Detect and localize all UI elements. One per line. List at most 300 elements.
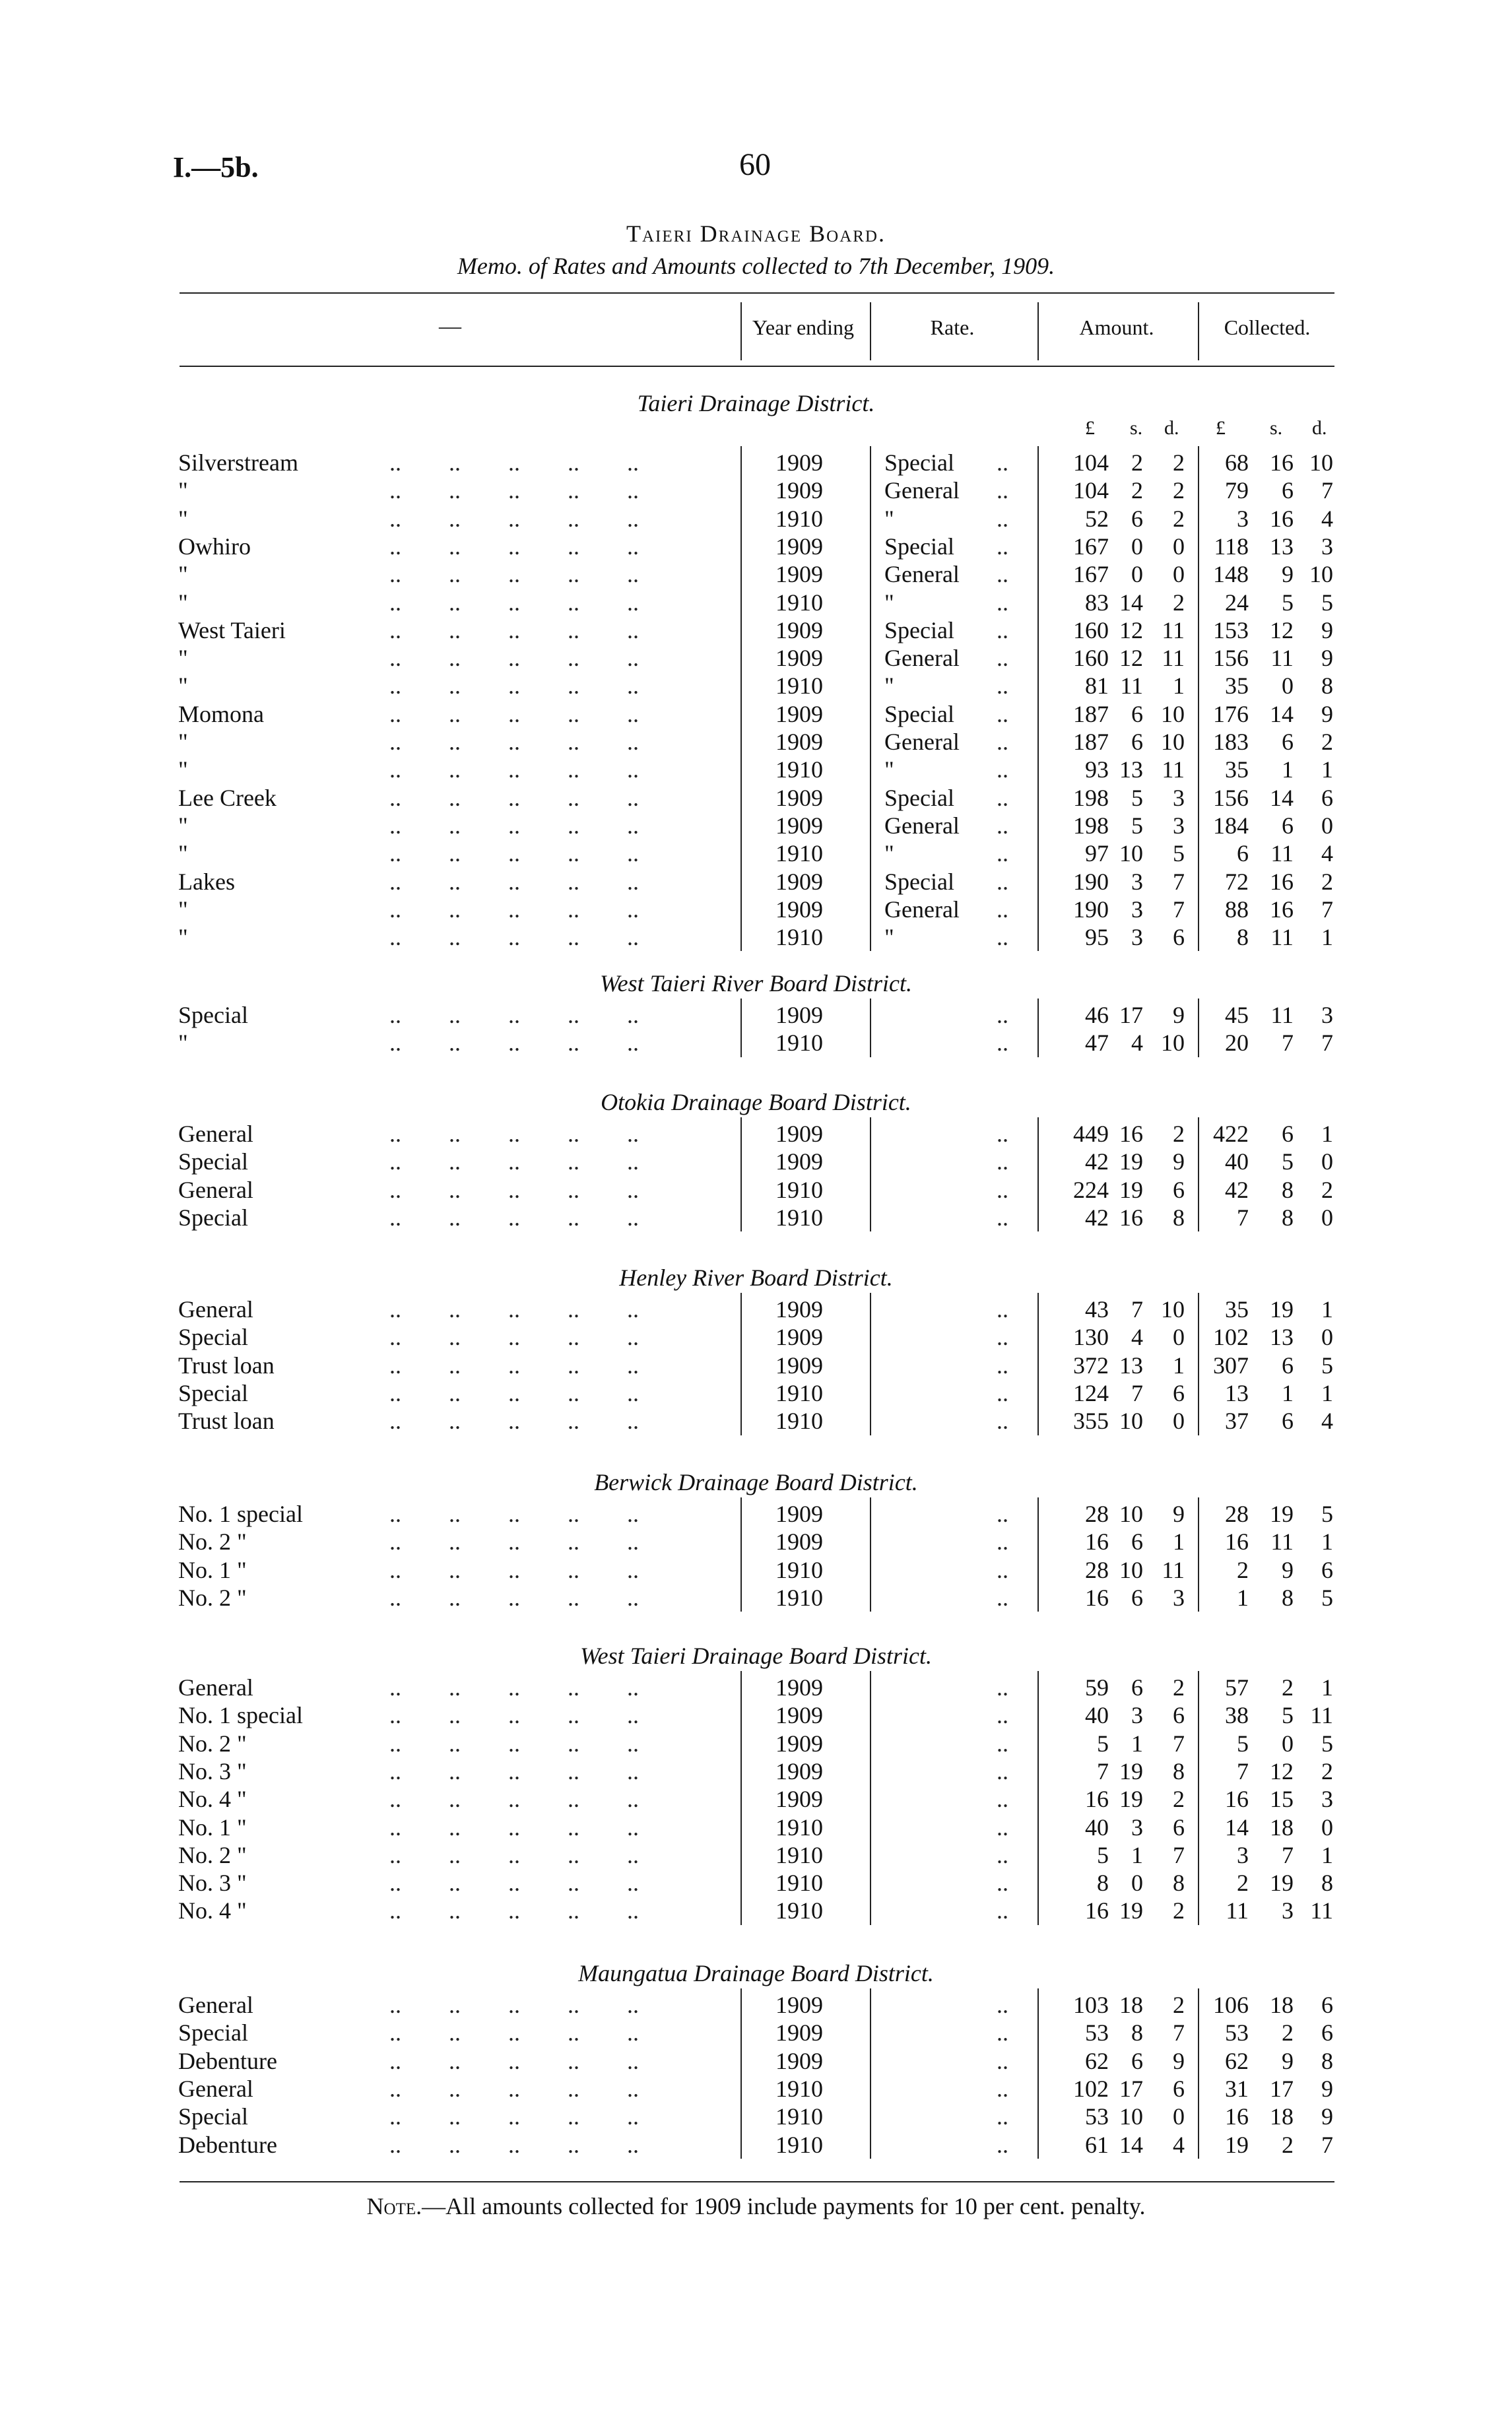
rate-dots: .. (997, 1584, 1008, 1611)
row-rate: General (884, 729, 960, 755)
table-row (0, 2103, 1512, 2130)
amount-shillings: 19 (1119, 1176, 1143, 1203)
amount-pence: 9 (1173, 2047, 1185, 2074)
amount-pence: 2 (1173, 477, 1185, 504)
collected-pence: 0 (1321, 1148, 1333, 1175)
amount-shillings: 12 (1119, 645, 1143, 672)
amount-pounds: 16 (1085, 1584, 1109, 1611)
amount-pounds: 47 (1085, 1030, 1109, 1057)
collected-pounds: 153 (1213, 616, 1249, 643)
amount-pence: 10 (1161, 700, 1185, 727)
row-rate: Special (884, 449, 954, 476)
amount-shillings: 6 (1131, 1584, 1143, 1611)
table-row (0, 589, 1512, 616)
collected-pence: 7 (1321, 477, 1333, 504)
rate-dots: .. (997, 1841, 1008, 1868)
collected-pounds: 37 (1225, 1408, 1249, 1435)
leader-dots: .. .. .. .. .. (389, 589, 639, 616)
collected-pence: 9 (1321, 2075, 1333, 2102)
row-name: General (178, 1176, 253, 1203)
amount-pounds: 449 (1073, 1121, 1109, 1147)
collected-pence: 2 (1321, 729, 1333, 755)
row-name: " (178, 477, 188, 504)
row-name: Lakes (178, 868, 235, 895)
amount-pence: 11 (1162, 756, 1185, 783)
row-rate: " (884, 672, 894, 700)
amount-shillings: 19 (1119, 1897, 1143, 1924)
collected-pounds: 53 (1225, 2019, 1249, 2047)
row-year: 1909 (775, 616, 823, 643)
row-name: Special (178, 1204, 248, 1231)
column-rule (870, 1293, 871, 1435)
rate-dots: .. (997, 1702, 1008, 1729)
leader-dots: .. .. .. .. .. (389, 1379, 639, 1406)
amount-pounds: 28 (1085, 1556, 1109, 1583)
collected-pounds: 2 (1237, 1870, 1249, 1897)
collected-pence: 1 (1321, 1674, 1333, 1701)
amount-shillings: 4 (1131, 1324, 1143, 1351)
collected-pence: 4 (1321, 1408, 1333, 1435)
row-name: No. 2 " (178, 1584, 247, 1611)
collected-pounds: 102 (1213, 1324, 1249, 1351)
column-rule (740, 1293, 742, 1435)
row-name: General (178, 2075, 253, 2102)
leader-dots: .. .. .. .. .. (389, 1897, 639, 1924)
rate-dots: .. (997, 812, 1008, 839)
amount-pounds: 62 (1085, 2047, 1109, 2074)
section-title: Berwick Drainage Board District. (594, 1469, 918, 1495)
leader-dots: .. .. .. .. .. (389, 812, 639, 839)
rate-dots: .. (997, 2103, 1008, 2130)
amount-shillings: 10 (1119, 2103, 1143, 2130)
collected-pounds: 183 (1213, 729, 1249, 755)
collected-pence: 1 (1321, 1379, 1333, 1406)
collected-shillings: 0 (1282, 1730, 1294, 1757)
table-row (0, 1814, 1512, 1841)
collected-pounds: 24 (1225, 589, 1249, 616)
section-title: Otokia Drainage Board District. (601, 1089, 911, 1115)
collected-shillings: 16 (1270, 896, 1294, 923)
amount-pounds: 198 (1073, 812, 1109, 839)
rate-dots: .. (997, 868, 1008, 895)
collected-shillings: 19 (1270, 1501, 1294, 1527)
collected-shillings: 6 (1282, 1408, 1294, 1435)
column-rule (870, 999, 871, 1057)
column-rule (740, 1497, 742, 1612)
row-name: No. 4 " (178, 1897, 247, 1924)
leader-dots: .. .. .. .. .. (389, 672, 639, 700)
collected-pence: 5 (1321, 1501, 1333, 1527)
column-rule (1198, 999, 1199, 1057)
amount-shillings: 6 (1131, 2047, 1143, 2074)
row-year: 1909 (775, 1992, 823, 2018)
leader-dots: .. .. .. .. .. (389, 616, 639, 643)
column-rule (740, 1117, 742, 1231)
collected-shillings: 15 (1270, 1786, 1294, 1813)
page-number: 60 (739, 147, 771, 182)
amount-pounds: 187 (1073, 700, 1109, 727)
table-row (0, 449, 1512, 476)
row-rate: " (884, 505, 894, 532)
row-name: Trust loan (178, 1352, 275, 1379)
collected-pounds: 106 (1213, 1992, 1249, 2018)
leader-dots: .. .. .. .. .. (389, 1841, 639, 1868)
amount-pounds: 40 (1085, 1702, 1109, 1729)
leader-dots: .. .. .. .. .. (389, 1528, 639, 1556)
column-amount-header: Amount. (1079, 315, 1154, 339)
table-row (0, 560, 1512, 588)
collected-pence: 0 (1321, 1324, 1333, 1351)
rate-dots: .. (997, 449, 1008, 476)
row-rate: " (884, 840, 894, 867)
column-rule (1037, 1293, 1039, 1435)
row-name: Trust loan (178, 1408, 275, 1435)
rate-dots: .. (997, 561, 1008, 588)
collected-shillings: 9 (1282, 2047, 1294, 2074)
collected-pounds: 5 (1237, 1730, 1249, 1757)
collected-shillings: 17 (1270, 2075, 1294, 2102)
column-rule (1198, 1497, 1199, 1612)
table-row (0, 728, 1512, 756)
leader-dots: .. .. .. .. .. (389, 1408, 639, 1435)
amount-pence: 4 (1173, 2131, 1185, 2158)
column-rule (1198, 1117, 1199, 1231)
rate-dots: .. (997, 1352, 1008, 1379)
amount-pence: 10 (1161, 1296, 1185, 1323)
rate-dots: .. (997, 1757, 1008, 1785)
table-row (0, 1991, 1512, 2019)
leader-dots: .. .. .. .. .. (389, 2047, 639, 2074)
collected-shillings: 14 (1270, 784, 1294, 811)
amount-pounds: 160 (1073, 616, 1109, 643)
amount-pounds: 43 (1085, 1296, 1109, 1323)
table-row (0, 1528, 1512, 1556)
rate-dots: .. (997, 2075, 1008, 2102)
table-row (0, 1556, 1512, 1584)
row-year: 1909 (775, 449, 823, 476)
leader-dots: .. .. .. .. .. (389, 868, 639, 895)
amount-pounds: 28 (1085, 1501, 1109, 1527)
amount-pence: 2 (1173, 1674, 1185, 1701)
column-rule (1037, 446, 1039, 951)
rate-dots: .. (997, 2131, 1008, 2158)
row-year: 1910 (775, 1408, 823, 1435)
leader-dots: .. .. .. .. .. (389, 1176, 639, 1203)
collected-pence: 5 (1321, 1730, 1333, 1757)
column-rule (1037, 1671, 1039, 1925)
amount-pence: 10 (1161, 1030, 1185, 1057)
amount-pence: 8 (1173, 1204, 1185, 1231)
row-year: 1910 (775, 756, 823, 783)
amount-pence: 2 (1173, 1786, 1185, 1813)
collected-pence: 10 (1309, 561, 1333, 588)
table-row (0, 756, 1512, 783)
header-column-rule (1198, 302, 1199, 360)
table-row (0, 1841, 1512, 1869)
table-row (0, 1001, 1512, 1029)
rate-dots: .. (997, 1897, 1008, 1924)
table-row (0, 2075, 1512, 2103)
amount-shillings: 3 (1131, 868, 1143, 895)
row-year: 1909 (775, 1002, 823, 1028)
row-name: " (178, 505, 188, 532)
table-row (0, 1204, 1512, 1231)
leader-dots: .. .. .. .. .. (389, 700, 639, 727)
table-row (0, 1323, 1512, 1351)
leader-dots: .. .. .. .. .. (389, 645, 639, 672)
column-rule (1037, 1988, 1039, 2159)
section-title: West Taieri River Board District. (599, 970, 912, 997)
collected-pence: 6 (1321, 2019, 1333, 2047)
amount-pence: 0 (1173, 2103, 1185, 2130)
collected-shillings: 6 (1282, 1352, 1294, 1379)
row-rate: Special (884, 700, 954, 727)
rate-dots: .. (997, 645, 1008, 672)
rate-dots: .. (997, 1408, 1008, 1435)
row-name: Debenture (178, 2047, 277, 2074)
row-year: 1910 (775, 2075, 823, 2102)
row-year: 1909 (775, 1702, 823, 1729)
collected-shillings: 6 (1282, 729, 1294, 755)
amount-pounds: 16 (1085, 1528, 1109, 1556)
row-name: Lee Creek (178, 784, 277, 811)
collected-pence: 9 (1321, 2103, 1333, 2130)
row-name: Special (178, 1379, 248, 1406)
amount-pence: 1 (1173, 1528, 1185, 1556)
leader-dots: .. .. .. .. .. (389, 1730, 639, 1757)
collected-pounds: 3 (1237, 505, 1249, 532)
leader-dots: .. .. .. .. .. (389, 1702, 639, 1729)
collected-pounds: 1 (1237, 1584, 1249, 1611)
row-year: 1910 (775, 1556, 823, 1583)
amount-pounds: 53 (1085, 2019, 1109, 2047)
amount-shillings: 4 (1131, 1030, 1143, 1057)
table-row (0, 1785, 1512, 1813)
row-name: No. 1 special (178, 1702, 303, 1729)
collected-shillings: 2 (1282, 2019, 1294, 2047)
collected-shillings: 1 (1282, 756, 1294, 783)
table-row (0, 1120, 1512, 1148)
row-year: 1909 (775, 561, 823, 588)
amount-shillings: 3 (1131, 896, 1143, 923)
row-rate: General (884, 812, 960, 839)
amount-shillings: 19 (1119, 1148, 1143, 1175)
unit-amount-pence: d. (1164, 417, 1179, 439)
amount-pence: 7 (1173, 2019, 1185, 2047)
leader-dots: .. .. .. .. .. (389, 1786, 639, 1813)
amount-shillings: 14 (1119, 589, 1143, 616)
collected-pence: 0 (1321, 1204, 1333, 1231)
row-year: 1910 (775, 1176, 823, 1203)
collected-shillings: 9 (1282, 1556, 1294, 1583)
row-rate: " (884, 924, 894, 951)
leader-dots: .. .. .. .. .. (389, 1992, 639, 2018)
column-rule (870, 1988, 871, 2159)
amount-pence: 0 (1173, 1408, 1185, 1435)
amount-shillings: 7 (1131, 1296, 1143, 1323)
collected-shillings: 3 (1282, 1897, 1294, 1924)
collected-shillings: 7 (1282, 1841, 1294, 1868)
collected-pence: 7 (1321, 896, 1333, 923)
collected-pounds: 68 (1225, 449, 1249, 476)
leader-dots: .. .. .. .. .. (389, 2103, 639, 2130)
row-name: No. 3 " (178, 1757, 247, 1785)
collected-pounds: 40 (1225, 1148, 1249, 1175)
collected-pence: 2 (1321, 1176, 1333, 1203)
leader-dots: .. .. .. .. .. (389, 1030, 639, 1057)
amount-pence: 3 (1173, 812, 1185, 839)
document-subtitle: Memo. of Rates and Amounts collected to 7th December, 1909. (457, 253, 1055, 279)
table-row (0, 533, 1512, 560)
collected-pounds: 8 (1237, 924, 1249, 951)
collected-pence: 11 (1310, 1897, 1333, 1924)
collected-shillings: 11 (1270, 924, 1294, 951)
row-name: " (178, 729, 188, 755)
amount-pence: 2 (1173, 1121, 1185, 1147)
row-year: 1909 (775, 2047, 823, 2074)
collected-pence: 10 (1309, 449, 1333, 476)
leader-dots: .. .. .. .. .. (389, 533, 639, 560)
amount-pence: 6 (1173, 1814, 1185, 1841)
amount-pence: 2 (1173, 1897, 1185, 1924)
table-row (0, 1757, 1512, 1785)
collected-pence: 3 (1321, 1786, 1333, 1813)
collected-pence: 1 (1321, 756, 1333, 783)
row-year: 1910 (775, 672, 823, 700)
collected-shillings: 11 (1270, 645, 1294, 672)
leader-dots: .. .. .. .. .. (389, 2131, 639, 2158)
section-title: Maungatua Drainage Board District. (578, 1960, 934, 1986)
column-rule (740, 999, 742, 1057)
header-ref: I.—5b. (173, 151, 259, 183)
amount-shillings: 0 (1131, 561, 1143, 588)
amount-pence: 9 (1173, 1002, 1185, 1028)
collected-pounds: 422 (1213, 1121, 1249, 1147)
rate-dots: .. (997, 672, 1008, 700)
column-rate-header: Rate. (930, 315, 975, 339)
collected-pounds: 35 (1225, 756, 1249, 783)
amount-shillings: 2 (1131, 477, 1143, 504)
collected-pence: 6 (1321, 1556, 1333, 1583)
row-rate: General (884, 645, 960, 672)
collected-shillings: 8 (1282, 1204, 1294, 1231)
row-year: 1909 (775, 477, 823, 504)
amount-pounds: 42 (1085, 1204, 1109, 1231)
collected-pounds: 184 (1213, 812, 1249, 839)
amount-pence: 0 (1173, 1324, 1185, 1351)
collected-pounds: 118 (1214, 533, 1249, 560)
leader-dots: .. .. .. .. .. (389, 1757, 639, 1785)
amount-shillings: 16 (1119, 1204, 1143, 1231)
amount-shillings: 6 (1131, 505, 1143, 532)
collected-pence: 1 (1321, 924, 1333, 951)
collected-pounds: 72 (1225, 868, 1249, 895)
amount-pounds: 46 (1085, 1002, 1109, 1028)
amount-pounds: 198 (1073, 784, 1109, 811)
leader-dots: .. .. .. .. .. (389, 561, 639, 588)
rate-dots: .. (997, 1556, 1008, 1583)
row-year: 1909 (775, 896, 823, 923)
row-rate: General (884, 477, 960, 504)
collected-pounds: 176 (1213, 700, 1249, 727)
amount-pence: 11 (1162, 616, 1185, 643)
collected-shillings: 16 (1270, 505, 1294, 532)
collected-pence: 3 (1321, 533, 1333, 560)
table-row (0, 1701, 1512, 1729)
amount-pounds: 355 (1073, 1408, 1109, 1435)
amount-pence: 2 (1173, 449, 1185, 476)
collected-pence: 9 (1321, 616, 1333, 643)
leader-dots: .. .. .. .. .. (389, 1501, 639, 1527)
leader-dots: .. .. .. .. .. (389, 840, 639, 867)
table-row (0, 1029, 1512, 1057)
amount-shillings: 6 (1131, 700, 1143, 727)
amount-pounds: 61 (1085, 2131, 1109, 2158)
collected-shillings: 6 (1282, 1121, 1294, 1147)
leader-dots: .. .. .. .. .. (389, 1870, 639, 1897)
table-row (0, 1897, 1512, 1924)
amount-pounds: 167 (1073, 533, 1109, 560)
amount-pence: 9 (1173, 1501, 1185, 1527)
amount-shillings: 3 (1131, 1814, 1143, 1841)
row-name: " (178, 672, 188, 700)
amount-pence: 7 (1173, 896, 1185, 923)
collected-pence: 4 (1321, 840, 1333, 867)
rate-dots: .. (997, 1148, 1008, 1175)
collected-shillings: 16 (1270, 868, 1294, 895)
amount-pence: 1 (1173, 672, 1185, 700)
row-year: 1910 (775, 840, 823, 867)
row-name: " (178, 756, 188, 783)
row-rate: Special (884, 533, 954, 560)
row-name: West Taieri (178, 616, 286, 643)
column-rule (1037, 999, 1039, 1057)
row-name: Special (178, 2019, 248, 2047)
amount-pence: 8 (1173, 1870, 1185, 1897)
row-name: General (178, 1674, 253, 1701)
row-year: 1910 (775, 2131, 823, 2158)
collected-pounds: 79 (1225, 477, 1249, 504)
table-row (0, 839, 1512, 867)
row-year: 1909 (775, 812, 823, 839)
row-name: No. 4 " (178, 1786, 247, 1813)
header-column-rule (1037, 302, 1039, 360)
unit-collected-pence: d. (1312, 417, 1327, 439)
collected-shillings: 0 (1282, 672, 1294, 700)
leader-dots: .. .. .. .. .. (389, 505, 639, 532)
column-rule (1198, 1293, 1199, 1435)
row-year: 1910 (775, 1897, 823, 1924)
collected-pounds: 31 (1225, 2075, 1249, 2102)
collected-shillings: 1 (1282, 1379, 1294, 1406)
row-name: No. 1 " (178, 1814, 247, 1841)
amount-shillings: 12 (1119, 616, 1143, 643)
collected-pence: 8 (1321, 672, 1333, 700)
rate-dots: .. (997, 1501, 1008, 1527)
amount-shillings: 3 (1131, 1702, 1143, 1729)
collected-shillings: 12 (1270, 616, 1294, 643)
collected-shillings: 9 (1282, 561, 1294, 588)
column-rule (740, 1988, 742, 2159)
amount-pence: 9 (1173, 1148, 1185, 1175)
table-row (0, 1500, 1512, 1528)
row-year: 1909 (775, 533, 823, 560)
collected-shillings: 19 (1270, 1296, 1294, 1323)
leader-dots: .. .. .. .. .. (389, 756, 639, 783)
row-name: No. 1 special (178, 1501, 303, 1527)
row-year: 1910 (775, 1870, 823, 1897)
table-row (0, 2131, 1512, 2159)
